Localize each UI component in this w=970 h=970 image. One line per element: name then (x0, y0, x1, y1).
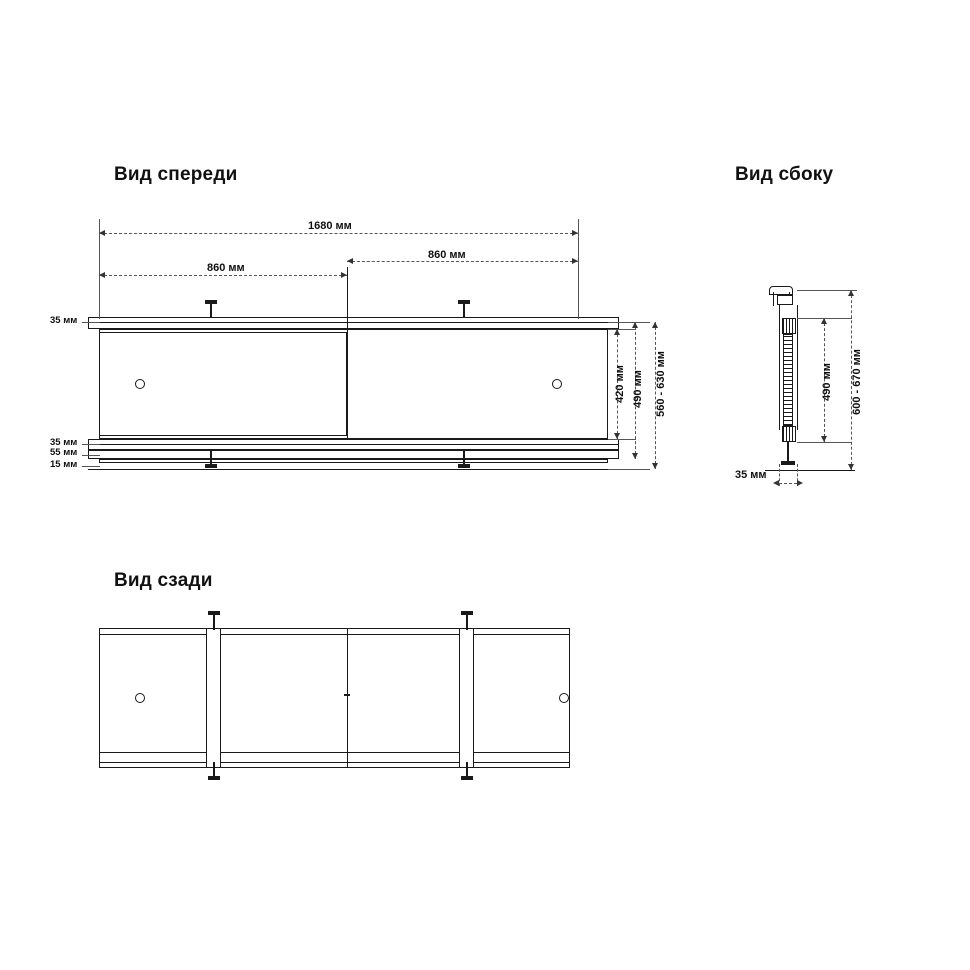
front-foot-right-base (458, 464, 470, 468)
front-panel-split-line (347, 267, 348, 439)
side-lower-fastener (782, 426, 796, 442)
dim-arrow-side-depth-l (773, 480, 779, 486)
dim-right-panel-width: 860 мм (428, 249, 466, 261)
dim-arrow-panel-height-bot (614, 433, 620, 439)
dim-arrow-h2p-bot (632, 453, 638, 459)
dim-foot-gap: 15 мм (50, 459, 78, 470)
back-stile-left (206, 628, 221, 768)
side-top-bracket (777, 295, 793, 305)
dim-leader-plinth (82, 455, 100, 456)
dim-arrow-total-width-right (572, 230, 578, 236)
side-body-left-edge (779, 305, 780, 430)
side-profile-body (783, 334, 793, 426)
side-upper-fastener (782, 318, 796, 334)
side-hook-inner-line (773, 292, 774, 306)
back-panel-body (99, 628, 570, 768)
front-handle-right-hole (552, 379, 562, 389)
back-view-title: Вид сзади (114, 570, 213, 591)
front-screw-right-shaft (463, 303, 465, 317)
back-screw-left-head (208, 611, 220, 615)
side-ext-h-bot (797, 442, 852, 443)
side-view-title: Вид сбоку (735, 164, 834, 185)
dim-arrow-left-panel-r (341, 272, 347, 278)
dim-line-side-depth (779, 483, 797, 484)
front-floor-line (88, 469, 619, 470)
dim-line-right-panel (347, 261, 578, 262)
side-body-right-edge (797, 305, 798, 430)
front-top-profile (88, 317, 619, 329)
dim-height-to-profile: 490 мм (632, 370, 644, 408)
back-handle-right-hole (559, 693, 569, 703)
dim-total-height-range: 560 - 630 мм (655, 351, 667, 417)
front-screw-right-head (458, 300, 470, 304)
dim-line-total-width (99, 233, 578, 234)
dim-plinth: 55 мм (50, 447, 78, 458)
dim-panel-height: 420 мм (614, 365, 626, 403)
dim-arrow-total-height-bot (652, 463, 658, 469)
dim-arrow-side-ph-bot (821, 436, 827, 442)
front-ext-h-floor (608, 469, 650, 470)
dim-arrow-side-ph-top (821, 318, 827, 324)
dim-arrow-h2p-top (632, 322, 638, 328)
dim-total-width: 1680 мм (308, 220, 352, 232)
dim-arrow-side-th-bot (848, 464, 854, 470)
dim-top-profile: 35 мм (50, 315, 78, 326)
back-screw-right-shaft (466, 614, 468, 630)
back-handle-left-hole (135, 693, 145, 703)
dim-line-left-panel (99, 275, 347, 276)
dim-side-panel-height: 490 мм (821, 363, 833, 401)
front-view-title: Вид спереди (114, 164, 238, 185)
front-foot-left-base (205, 464, 217, 468)
front-screw-left-shaft (210, 303, 212, 317)
dim-arrow-right-panel-l (347, 258, 353, 264)
dim-bottom-profile: 35 мм (50, 437, 78, 448)
back-screw-right-head (461, 611, 473, 615)
back-center-mark (344, 694, 350, 696)
back-foot-right-base (461, 776, 473, 780)
back-center-split (347, 628, 348, 768)
dim-left-panel-width: 860 мм (207, 262, 245, 274)
front-ext-right (578, 219, 579, 319)
back-foot-left-base (208, 776, 220, 780)
dim-side-depth: 35 мм (735, 469, 767, 481)
back-bottom-rail (99, 752, 570, 753)
front-panel-right (347, 329, 608, 439)
dim-leader-foot-gap (82, 466, 100, 467)
dim-leader-top-profile (82, 322, 100, 323)
dim-arrow-total-width-left (99, 230, 105, 236)
dim-arrow-left-panel-l (99, 272, 105, 278)
dim-arrow-right-panel-r (572, 258, 578, 264)
dim-arrow-side-depth-r (797, 480, 803, 486)
back-screw-left-shaft (213, 614, 215, 630)
front-ext-h-top (608, 329, 636, 330)
dim-side-total-height-range: 600 - 670 мм (851, 349, 863, 415)
dim-arrow-side-th-top (848, 290, 854, 296)
front-handle-left-hole (135, 379, 145, 389)
front-foot-rail (99, 459, 608, 463)
dim-leader-bottom-profile (82, 444, 100, 445)
side-foot-base (781, 461, 795, 465)
back-stile-right (459, 628, 474, 768)
front-plinth (88, 450, 619, 459)
front-top-profile-midline (88, 322, 619, 323)
back-plinth-line (99, 762, 570, 763)
front-bottom-profile-midline (88, 444, 619, 445)
dim-arrow-panel-height-top (614, 329, 620, 335)
front-ext-h-topprofile (608, 322, 650, 323)
front-screw-left-head (205, 300, 217, 304)
dim-arrow-total-height-top (652, 322, 658, 328)
back-top-rail (99, 634, 570, 635)
front-ext-h-midbot (608, 439, 636, 440)
